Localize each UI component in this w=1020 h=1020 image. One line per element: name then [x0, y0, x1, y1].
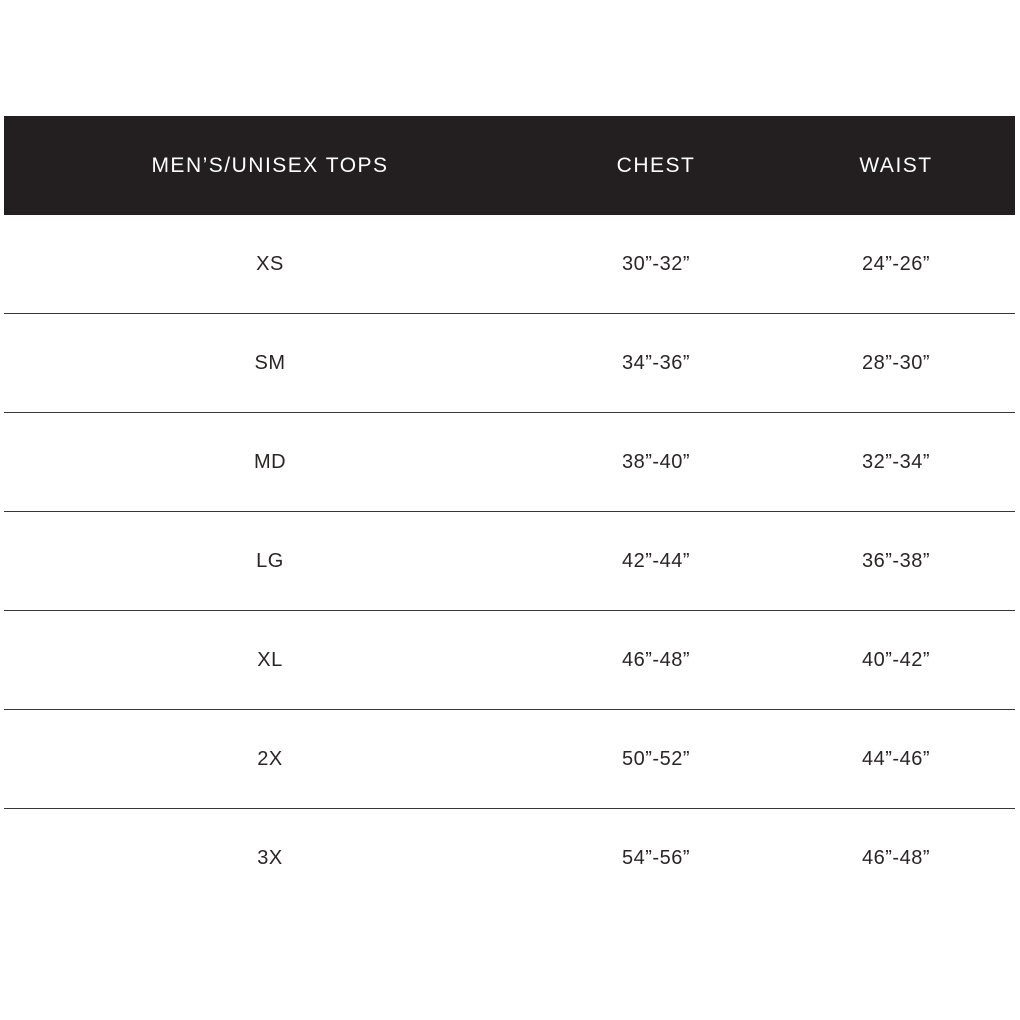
- header-chest: CHEST: [616, 153, 696, 177]
- header-waist: WAIST: [859, 153, 933, 177]
- chest-cell: 34”-36”: [622, 351, 690, 374]
- chest-cell: 38”-40”: [622, 450, 690, 473]
- size-cell: XS: [256, 252, 284, 275]
- table-row: [4, 809, 1015, 907]
- chest-cell: 46”-48”: [622, 648, 690, 671]
- chest-cell: 42”-44”: [622, 549, 690, 572]
- table-header-row: [4, 116, 1015, 215]
- header-size: MEN’S/UNISEX TOPS: [151, 153, 389, 177]
- waist-cell: 28”-30”: [862, 351, 930, 374]
- waist-cell: 24”-26”: [862, 252, 930, 275]
- waist-cell: 32”-34”: [862, 450, 930, 473]
- size-chart-table: [4, 116, 1015, 907]
- chest-cell: 30”-32”: [622, 252, 690, 275]
- waist-cell: 36”-38”: [862, 549, 930, 572]
- table-row: [4, 611, 1015, 710]
- size-cell: SM: [254, 351, 286, 374]
- table-row: [4, 314, 1015, 413]
- chest-cell: 54”-56”: [622, 846, 690, 869]
- table-row: [4, 512, 1015, 611]
- size-cell: 3X: [257, 846, 283, 869]
- size-cell: LG: [256, 549, 284, 572]
- table-row: [4, 710, 1015, 809]
- waist-cell: 46”-48”: [862, 846, 930, 869]
- chest-cell: 50”-52”: [622, 747, 690, 770]
- waist-cell: 40”-42”: [862, 648, 930, 671]
- size-cell: MD: [253, 450, 287, 473]
- table-row: [4, 413, 1015, 512]
- waist-cell: 44”-46”: [862, 747, 930, 770]
- size-cell: 2X: [257, 747, 283, 770]
- table-row: [4, 215, 1015, 314]
- size-cell: XL: [257, 648, 283, 671]
